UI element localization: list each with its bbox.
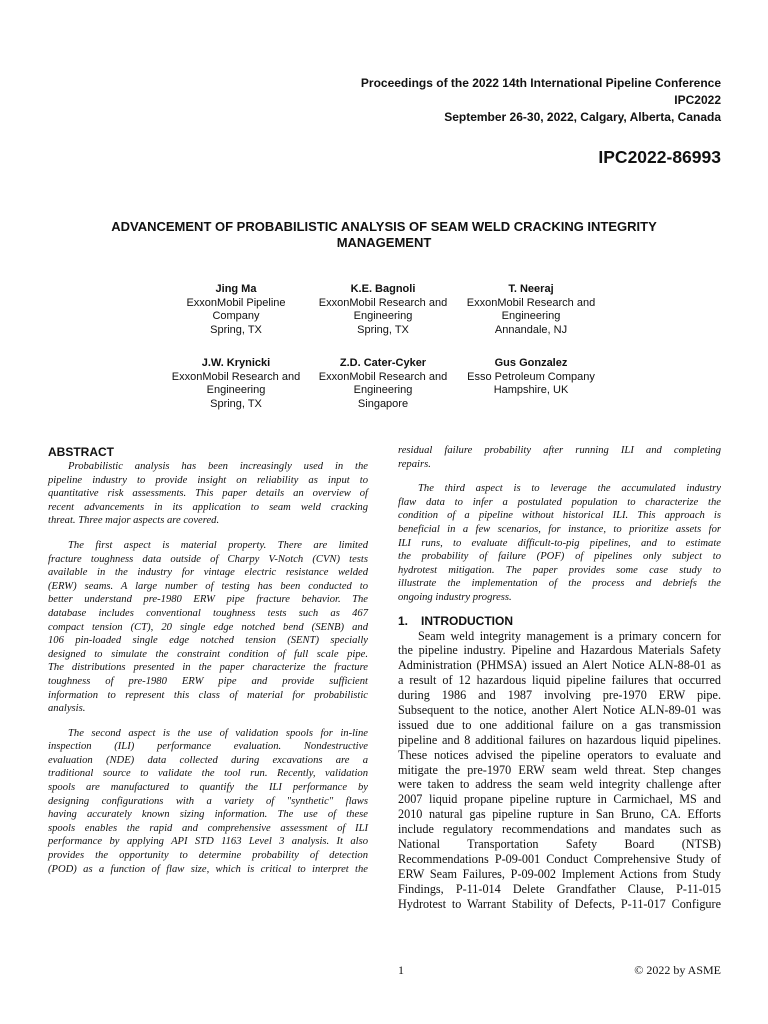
text-line: The second aspect is the use of validation spools for in-line [68, 727, 368, 739]
conference-line: September 26-30, 2022, Calgary, Alberta, Canada [444, 110, 721, 124]
text-line: ERW Seam Failures, P-09-002 Implement Actions from Study [398, 866, 721, 881]
text-line: flaw data to infer a postulated population to characterize the [398, 496, 721, 508]
text-line: better understand pre-1980 ERW pipe fracture behavior. The [48, 594, 368, 606]
author-affiliation: Engineering [501, 310, 561, 323]
introduction-body [398, 629, 721, 912]
text-line: (ERW) seams. A large number of testing has been conducted to [48, 580, 368, 592]
text-line: during 1986 and 1987 involving pre-1970 ERW pipe. [398, 688, 721, 703]
title-line: MANAGEMENT [336, 235, 432, 250]
text-line: The distributions presented in the paper characterize the fracture [48, 662, 368, 674]
text-line: 106 pin-loaded single edge notched tension (SENT) specially [48, 635, 368, 647]
text-line: spools are manufactured to quantify the ILI performance by [48, 782, 368, 794]
paper-id: IPC2022-86993 [598, 147, 721, 167]
paragraph [48, 460, 368, 528]
author [451, 283, 611, 337]
author-affiliation: Hampshire, UK [493, 384, 569, 397]
text-line: the pipeline industry. Pipeline and Hazardous Materials Safety [398, 643, 721, 658]
paper-title [60, 219, 708, 251]
abstract-continuation [398, 444, 721, 613]
paragraph [398, 482, 721, 604]
text-line: designing configurations with a variety of "synthetic" flaws [48, 795, 368, 807]
section-title: INTRODUCTION [421, 613, 513, 628]
page-number: 1 [398, 963, 404, 977]
text-line: quantitative risk assessments. This paper details an overview of [48, 488, 368, 500]
text-line: The third aspect is to leverage the accumulated industry [418, 483, 721, 495]
author-affiliation: Spring, TX [210, 323, 262, 336]
author-affiliation: ExxonMobil Research and [466, 296, 596, 309]
text-line: beneficial in a few scenarios, for instance, to prioritize assets for [398, 523, 721, 535]
text-line: ongoing industry progress. [398, 591, 512, 603]
paragraph [48, 727, 368, 877]
text-line: include regulatory recommendations and mandates such as [398, 822, 721, 837]
text-line: pipeline industry to provide insight on reliability as input to [48, 474, 368, 486]
author-affiliation: Engineering [353, 310, 413, 323]
text-line: The first aspect is material property. There are limited [68, 539, 368, 551]
author-affiliation: Singapore [357, 397, 409, 410]
text-line: toughness of pre-1980 ERW pipe and provide sufficient [48, 675, 368, 687]
author-affiliation: Company [212, 310, 260, 323]
abstract-heading: ABSTRACT [48, 445, 114, 459]
text-line: traditional source to validate the tool run. Recently, validation [48, 768, 368, 780]
author-affiliation: Spring, TX [210, 397, 262, 410]
text-line: (POD) as a function of flaw size, which is critical to interpret the [48, 863, 368, 875]
text-line: recent advancements in its application to seam weld cracking [48, 501, 368, 513]
introduction-heading [398, 613, 721, 629]
text-line: Subsequent to the notice, another Alert Notice ALN-89-01 was [398, 702, 721, 717]
abstract-body [48, 460, 368, 876]
text-line: provides the opportunity to determine probability of detection [48, 850, 368, 862]
author [451, 357, 611, 398]
text-line: were taken to address the seam weld integrity challenge after [398, 777, 721, 792]
author-name: Gus Gonzalez [494, 357, 568, 369]
text-line: issued due to one additional failure on a gas transmission [398, 717, 721, 732]
text-line: a result of 12 hazardous liquid pipeline failures that occurred [398, 673, 721, 688]
text-line: information to represent this class of material for probabilistic [48, 689, 368, 701]
text-line: spools enables the rapid and comprehensive assessment of ILI [48, 822, 368, 834]
text-line: designed to simulate the constraint condition of full scale pipe. [48, 648, 368, 660]
text-line: hydrotest mitigation. The paper provides some case study to [398, 564, 721, 576]
author [156, 357, 316, 411]
conference-line: IPC2022 [674, 93, 721, 107]
left-column [48, 444, 368, 876]
text-line: Probabilistic analysis has been increasingly used in the [68, 461, 368, 472]
text-line: illustrate the implementation of the process and debriefs the [398, 578, 721, 590]
conference-header [361, 75, 721, 126]
author-name: K.E. Bagnoli [350, 283, 416, 295]
text-line: compact tension (CT), 20 single edge notched bend (SENB) and [48, 621, 368, 633]
text-line: threat. Three major aspects are covered. [48, 515, 220, 527]
author-affiliation: Engineering [353, 384, 413, 397]
author [303, 283, 463, 337]
text-line: 2007 liquid propane pipeline rupture in Carmichael, MS and [398, 792, 721, 807]
text-line: having accurately known sizing information. The use of these [48, 809, 368, 821]
text-line: Recommendations P-09-001 Conduct Comprehensive Study of [398, 851, 721, 866]
text-line: Administration (PHMSA) issued an Alert Notice ALN-88-01 as [398, 658, 721, 673]
section-number: 1. [398, 613, 409, 628]
text-line: Hydrotest to Warrant Stability of Defects, P-11-017 Configure [398, 896, 721, 911]
author-affiliation: ExxonMobil Research and [171, 370, 301, 383]
author-affiliation: Engineering [206, 384, 266, 397]
text-line: evaluation (NDE) data collected during excavations are a [48, 754, 368, 766]
text-line: 2010 natural gas pipeline rupture in San Bruno, CA. Efforts [398, 807, 721, 822]
text-line: condition of a pipeline without historical ILI. This approach is [398, 510, 721, 522]
author-affiliation: Spring, TX [357, 323, 409, 336]
text-line: database includes conventional toughness tests such as 467 [48, 607, 368, 619]
author-affiliation: ExxonMobil Pipeline [186, 296, 286, 309]
text-line: analysis. [48, 703, 86, 715]
author-name: J.W. Krynicki [201, 357, 271, 369]
author-name: T. Neeraj [508, 283, 554, 295]
text-line: fracture toughness data outside of Charpy V-Notch (CVN) tests [48, 553, 368, 565]
author-affiliation: ExxonMobil Research and [318, 370, 448, 383]
text-line: available in the industry for vintage electric resistance welded [48, 567, 368, 579]
paragraph [398, 444, 721, 471]
author-affiliation: Esso Petroleum Company [467, 370, 595, 383]
right-column [398, 444, 721, 911]
copyright: © 2022 by ASME [634, 963, 721, 977]
text-line: ILI runs, to evaluate difficult-to-pig pipelines, and to estimate [398, 537, 721, 549]
author-affiliation: ExxonMobil Research and [318, 296, 448, 309]
author-name: Z.D. Cater-Cyker [339, 357, 427, 369]
author [156, 283, 316, 337]
text-line: residual failure probability after running ILI and completing [398, 445, 721, 456]
text-line: mitigate the pre-1970 ERW seam weld threat. Step changes [398, 762, 721, 777]
author [303, 357, 463, 411]
text-line: Seam weld integrity management is a primary concern for [418, 628, 721, 643]
author-affiliation: Annandale, NJ [494, 323, 568, 336]
text-line: pipeline and 8 additional failures on hazardous liquid pipelines. [398, 732, 721, 747]
author-name: Jing Ma [215, 283, 257, 295]
text-line: inspection (ILI) performance evaluation. Nondestructive [48, 741, 368, 753]
text-line: National Transportation Safety Board (NTSB) [398, 837, 721, 851]
paragraph [48, 539, 368, 716]
text-line: repairs. [398, 458, 431, 470]
title-line: ADVANCEMENT OF PROBABILISTIC ANALYSIS OF SEAM WELD CRACKING INTEGRITY [111, 219, 657, 234]
text-line: performance by applying API STD 1163 Level 3 analysis. It also [48, 836, 368, 848]
text-line: the probability of failure (POF) of pipelines only subject to [398, 551, 721, 563]
text-line: Findings, P-11-014 Delete Grandfather Clause, P-11-015 [398, 881, 721, 896]
conference-line: Proceedings of the 2022 14th International Pipeline Conference [360, 76, 721, 90]
paragraph [398, 629, 721, 912]
text-line: These notices advised the pipeline operators to evaluate and [398, 747, 721, 762]
